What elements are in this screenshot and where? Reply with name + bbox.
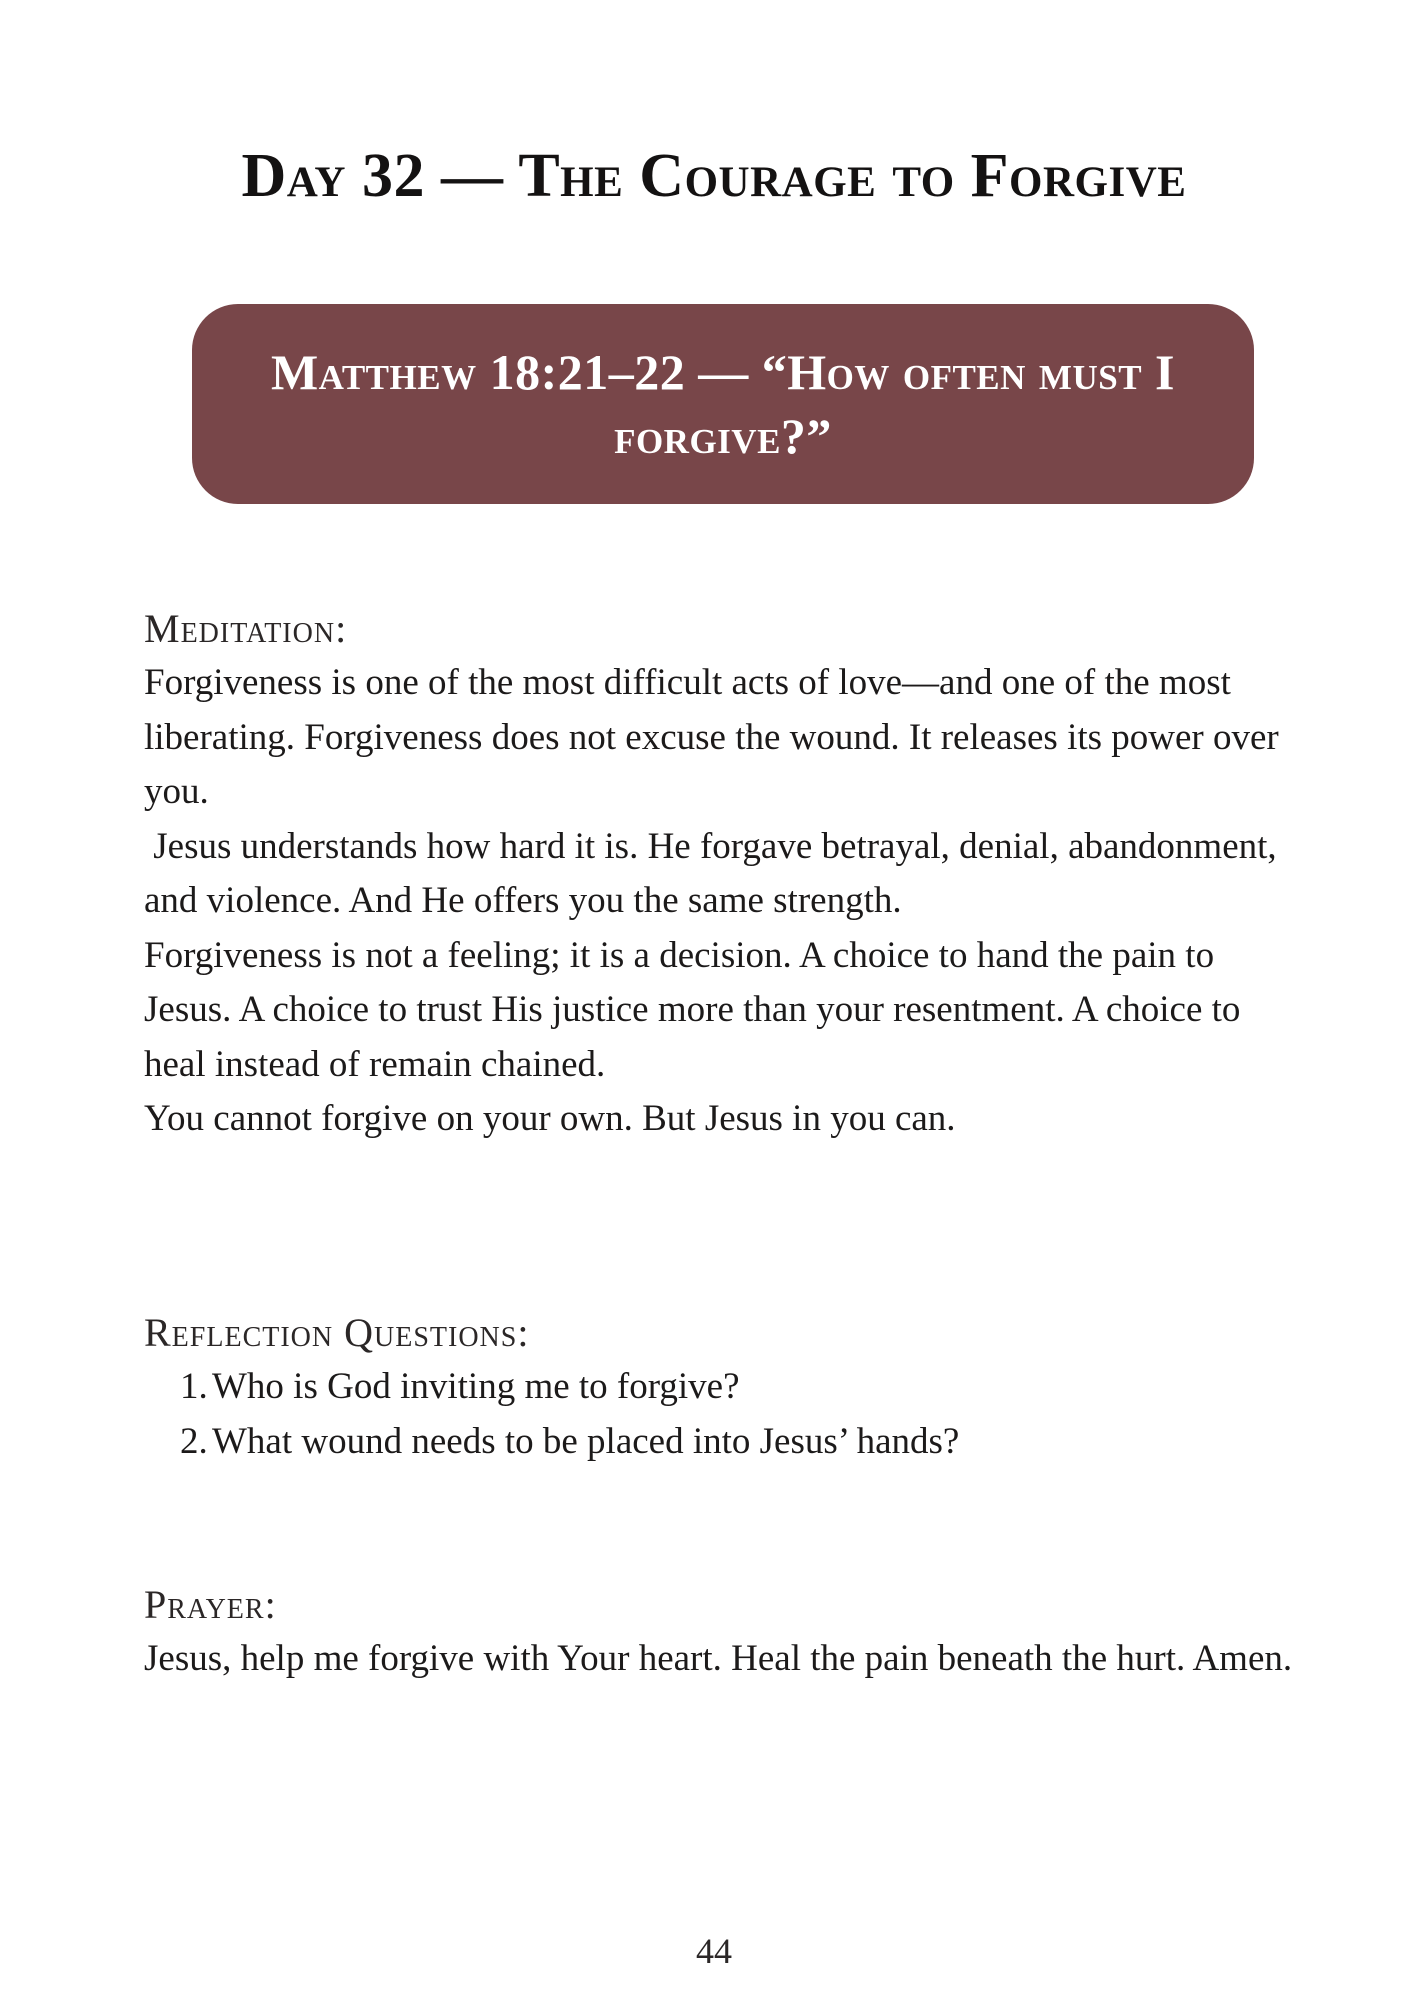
reflection-question [180,1360,1304,1415]
scripture-reference [271,340,1175,468]
prayer-section [144,1578,1304,1687]
reflection-question [180,1415,1304,1470]
question-text: What wound needs to be placed into Jesus’ hands? [212,1420,960,1462]
reflection-section [144,1306,1304,1469]
question-number: 2. [180,1420,208,1462]
meditation-paragraph: You cannot forgive on your own. But Jesus in you can. [144,1098,956,1139]
question-number: 1. [180,1366,208,1407]
meditation-paragraph: Forgiveness is not a feeling; it is a decision. A choice to hand the pain to Jesus. A choice to trust His justice more than your resentment. A choice to heal instead of remain chained. [144,934,1241,1085]
question-text: Who is God inviting me to forgive? [212,1366,740,1407]
meditation-section [144,602,1304,1147]
meditation-paragraph: Forgiveness is one of the most difficult acts of love—and one of the most liberating. Forgiveness does not excuse the wound. It releases its power over you. [144,662,1279,812]
scripture-line-1: Matthew 18:21–22 — “How often must I [270,344,1176,400]
prayer-heading: Prayer: [144,1582,277,1627]
meditation-heading: Meditation: [144,606,348,651]
scripture-line-2: forgive?” [614,408,832,464]
reflection-heading: Reflection Questions: [144,1310,530,1355]
page-number: 44 [696,1931,732,1971]
scripture-banner [192,304,1254,504]
reflection-question-list [144,1360,1304,1469]
prayer-text: Jesus, help me forgive with Your heart. Heal the pain beneath the hurt. Amen. [144,1638,1293,1679]
page-title: Day 32 — The Courage to Forgive [241,142,1187,210]
meditation-paragraph: Jesus understands how hard it is. He forgave betrayal, denial, abandonment, and violence. And He offers you the same strength. [144,825,1286,921]
